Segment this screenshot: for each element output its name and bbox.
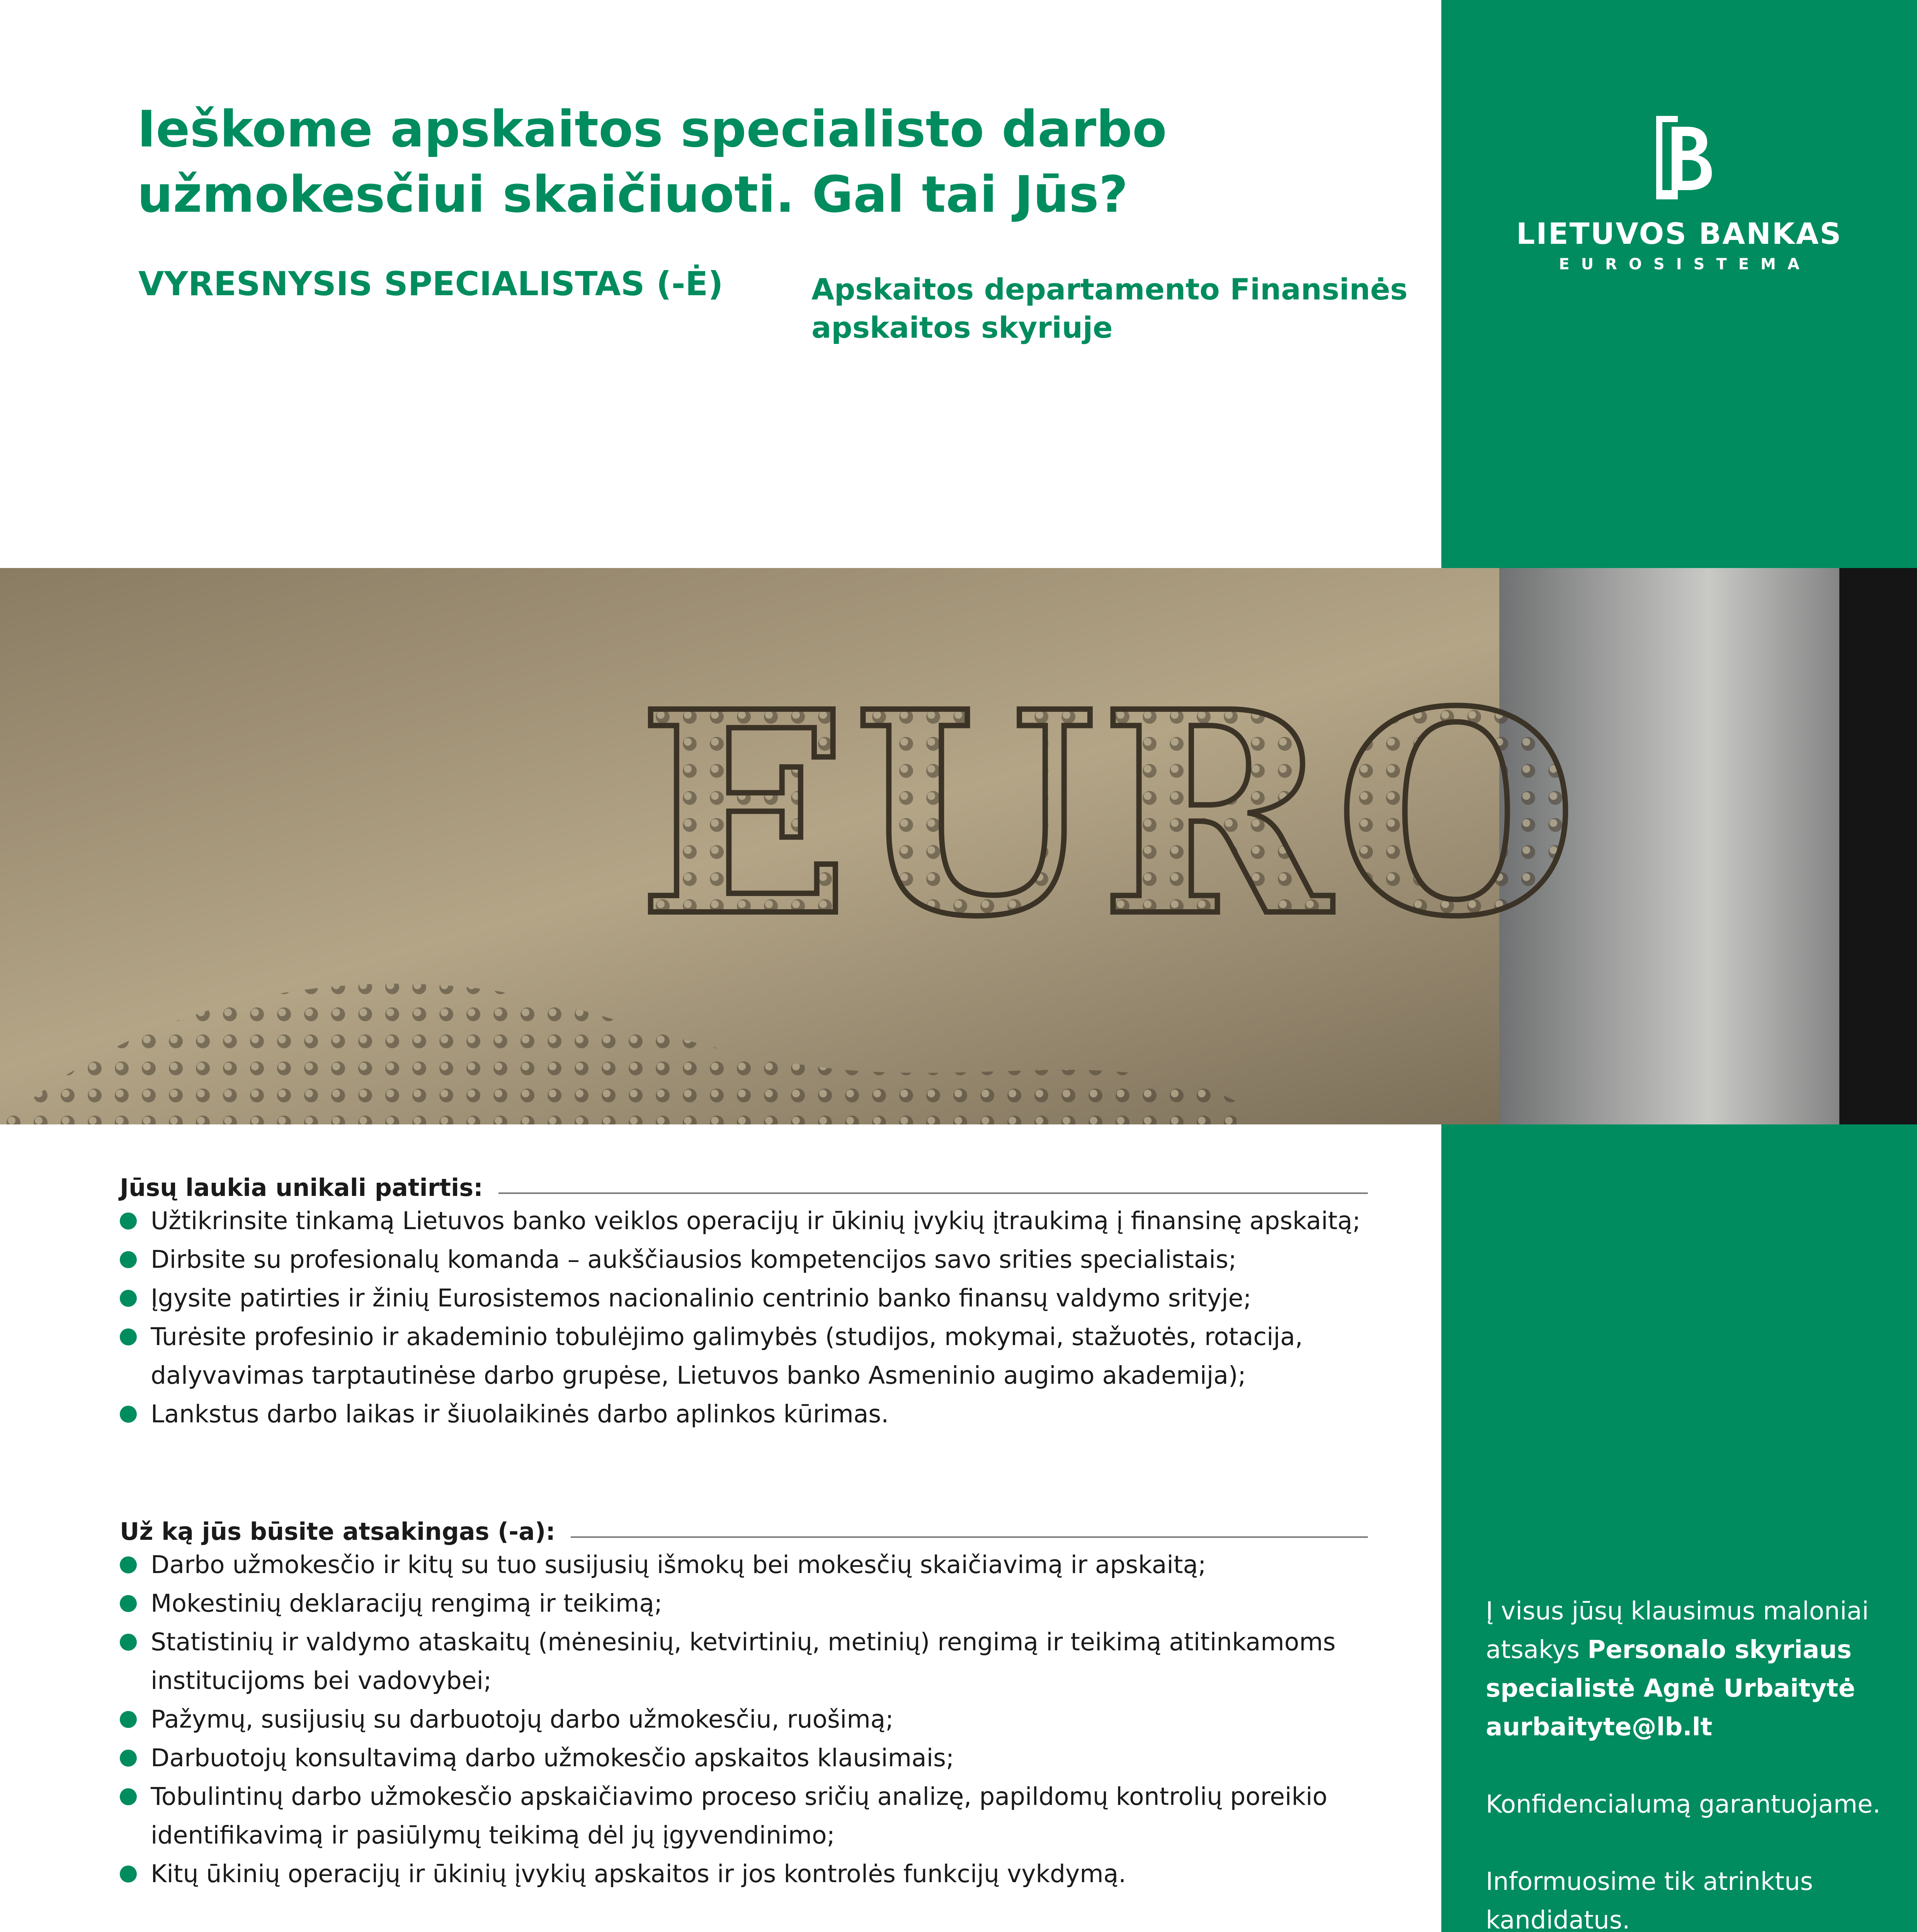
list-item [120, 1395, 1368, 1434]
list-item-text: Įgysite patirties ir žinių Eurosistemos nacionalinio centrinio banko finansų valdymo srityje; [151, 1284, 1252, 1312]
bullet-icon [120, 1750, 137, 1767]
list-item-text: Užtikrinsite tinkamą Lietuvos banko veiklos operacijų ir ūkinių įvykių įtraukimą į finansinę apskaitą; [151, 1207, 1361, 1235]
list-item-text: Kitų ūkinių operacijų ir ūkinių įvykių apskaitos ir jos kontrolės funkcijų vykdymą. [151, 1860, 1126, 1888]
experience-section [120, 1167, 1368, 1434]
responsibilities-section [120, 1511, 1368, 1893]
list-item-text: Mokestinių deklaracijų rengimą ir teikimą; [151, 1589, 663, 1617]
section-heading-text: Už ką jūs būsite atsakingas (-a): [120, 1517, 556, 1546]
selection-note: Informuosime tik atrinktus kandidatus. [1486, 1867, 1813, 1932]
lb-logo-icon [1641, 116, 1718, 205]
bullet-icon [120, 1290, 137, 1307]
contact-paragraph [1486, 1592, 1888, 1747]
list-item-text: Tobulintinų darbo užmokesčio apskaičiavimo proceso sričių analizę, papildomų kontrolių poreikio identifikavimą ir pasiūlymų teikimą dėl jų įgyvendinimo; [151, 1782, 1328, 1849]
bullet-icon [120, 1556, 137, 1573]
list-item [120, 1623, 1368, 1700]
list-item-text: Pažymų, susijusių su darbuotojų darbo užmokesčiu, ruošimą; [151, 1705, 894, 1733]
contact-person: Personalo skyriaus specialistė Agnė Urbaitytė [1486, 1636, 1855, 1703]
department-name: Apskaitos departamento Finansinės apskaitos skyriuje [811, 272, 1408, 345]
confidentiality-note: Konfidencialumą garantuojame. [1486, 1790, 1881, 1819]
bank-logo [1441, 116, 1917, 294]
list-item [120, 1202, 1368, 1240]
bullet-icon [120, 1328, 137, 1345]
list-item [120, 1855, 1368, 1893]
page-title: Ieškome apskaitos specialisto darbo užmokesčiui skaičiuoti. Gal tai Jūs? [137, 100, 1167, 224]
list-item-text: Darbo užmokesčio ir kitų su tuo susijusių išmokų bei mokesčių skaičiavimą ir apskaitą; [151, 1551, 1206, 1579]
contact-email-link[interactable]: aurbaityte@lb.lt [1486, 1713, 1713, 1742]
bullet-icon [120, 1634, 137, 1651]
section-heading-text: Jūsų laukia unikali patirtis: [120, 1173, 483, 1202]
bullet-icon [120, 1711, 137, 1728]
bullet-icon [120, 1866, 137, 1883]
euro-coin-banner [0, 568, 1917, 1124]
list-item-text: Turėsite profesinio ir akademinio tobulėjimo galimybės (studijos, mokymai, stažuotės, rotacija, dalyvavimas tarptautinėse darbo grupėse, Lietuvos banko Asmeninio augimo akademija); [151, 1323, 1303, 1389]
position-title: VYRESNYSIS SPECIALISTAS (-Ė) [138, 265, 723, 303]
list-item [120, 1318, 1368, 1395]
responsibilities-list [120, 1546, 1368, 1893]
contact-info [1486, 1592, 1888, 1932]
section-heading [120, 1167, 1368, 1202]
bullet-icon [120, 1251, 137, 1268]
heading-divider [498, 1192, 1368, 1194]
logo-name: LIETUVOS BANKAS [1516, 216, 1842, 251]
bullet-icon [120, 1595, 137, 1612]
list-item [120, 1584, 1368, 1623]
euro-coin-text: EURO [638, 651, 1582, 978]
bullet-icon [120, 1406, 137, 1423]
bullet-icon [120, 1788, 137, 1805]
experience-list [120, 1202, 1368, 1434]
list-item-text: Darbuotojų konsultavimą darbo užmokesčio apskaitos klausimais; [151, 1744, 954, 1772]
list-item [120, 1240, 1368, 1279]
list-item [120, 1700, 1368, 1739]
list-item [120, 1279, 1368, 1318]
list-item [120, 1546, 1368, 1584]
logo-subtitle: EUROSISTEMA [1559, 255, 1811, 273]
contact-intro: Į visus jūsų klausimus maloniai atsakys [1486, 1597, 1869, 1664]
list-item-text: Dirbsite su profesionalų komanda – aukščiausios kompetencijos savo srities specialistais; [151, 1245, 1237, 1274]
list-item-text: Statistinių ir valdymo ataskaitų (mėnesinių, ketvirtinių, metinių) rengimą ir teikimą atitinkamoms institucijoms bei vadovybei; [151, 1628, 1336, 1695]
list-item [120, 1777, 1368, 1855]
bullet-icon [120, 1213, 137, 1230]
list-item [120, 1739, 1368, 1777]
list-item-text: Lankstus darbo laikas ir šiuolaikinės darbo aplinkos kūrimas. [151, 1400, 889, 1428]
section-heading [120, 1511, 1368, 1546]
heading-divider [571, 1536, 1368, 1538]
